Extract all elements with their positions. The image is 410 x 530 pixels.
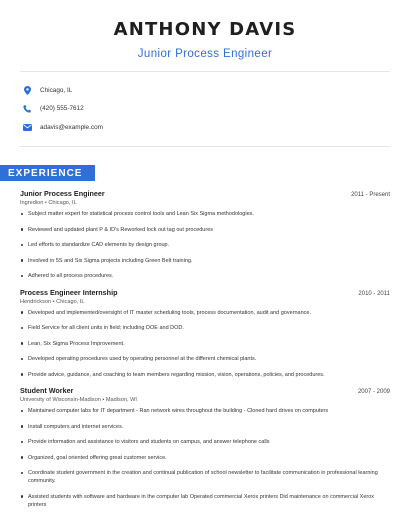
bullet-item: Involved in 5S and Six Sigma projects including Green Belt training. [20,257,390,265]
job-dates: 2007 - 2009 [357,389,390,395]
bullet-item: Organized, goal oriented offering great customer service. [20,454,390,462]
job-bullets [20,309,390,379]
bullet-item: Lean, Six Sigma Process Improvement. [20,340,390,348]
job-bullets [20,210,390,280]
job-company: University of Wisconsin-Madison • Madison, WI [20,397,137,403]
job-company: Ingredion • Chicago, IL [20,200,77,206]
job-title: Junior Process Engineer [137,48,273,60]
phone-icon [22,104,32,114]
bullet-item: Subject matter expert for statistical process control tools and Lean Six Sigma methodologies. [20,210,390,218]
job-dates: 2010 - 2011 [358,290,390,297]
bullet-item: Install computers and internet services. [20,423,390,431]
location-text: Chicago, IL [40,86,73,94]
bullet-item: Developed and implemented/oversight of IT master scheduling tools, process documentation, audit and governance. [20,309,390,317]
job-title: Junior Process Engineer [20,189,105,198]
job-entry [20,288,390,379]
divider [20,146,390,147]
job-title: Student Worker [20,386,74,395]
bullet-item: Developed operating procedures used by operating personnel at the different chemical plants. [20,355,390,363]
job-dates: 2011 - Present [351,192,390,198]
experience-list [0,181,410,509]
contact-phone [22,100,410,118]
bullet-item: Reviewed and updated plant P & ID's Reworked lock out tag out procedures [20,226,390,234]
bullet-item: Provide advice, guidance, and coaching to team members regarding mission, vision, operations, policies, and procedures. [20,371,390,379]
resume-header [0,0,410,61]
job-bullets [20,407,390,509]
bullet-item: Adhered to all process procedures. [20,272,390,280]
bullet-item: Assisted students with software and hardware in the computer lab Operated commercial Xerox printers Did maintenance on commercial Xerox printers [20,493,390,509]
email-icon [22,122,32,132]
location-pin-icon [22,85,32,95]
contact-email [22,118,410,136]
bullet-item: Provide information and assistance to visitors and students on campus, and answer telephone calls [20,438,390,446]
contact-location [22,81,410,99]
contact-info [0,72,410,136]
candidate-name: ANTHONY DAVIS [113,19,297,40]
bullet-item: Maintained computer labs for IT department - Ran network wires throughout the building - Cloned hard drives on computers [20,407,390,415]
phone-text: (420) 555-7612 [40,105,84,112]
job-entry [20,189,390,280]
job-entry [20,386,390,509]
email-text: adavis@example.com [40,123,103,131]
bullet-item: Coordinate student government in the creation and continual publication of school newsletter to facilitate communication in professional learning community. [20,469,390,485]
section-heading-experience: EXPERIENCE [0,165,95,181]
job-company: Hendrickson • Chicago, IL [20,298,85,305]
job-title: Process Engineer Internship [20,287,118,297]
bullet-item: Led efforts to standardize CAD elements by design group. [20,241,390,249]
bullet-item: Field Service for all client units in field; including DOE and DOD. [20,324,390,332]
